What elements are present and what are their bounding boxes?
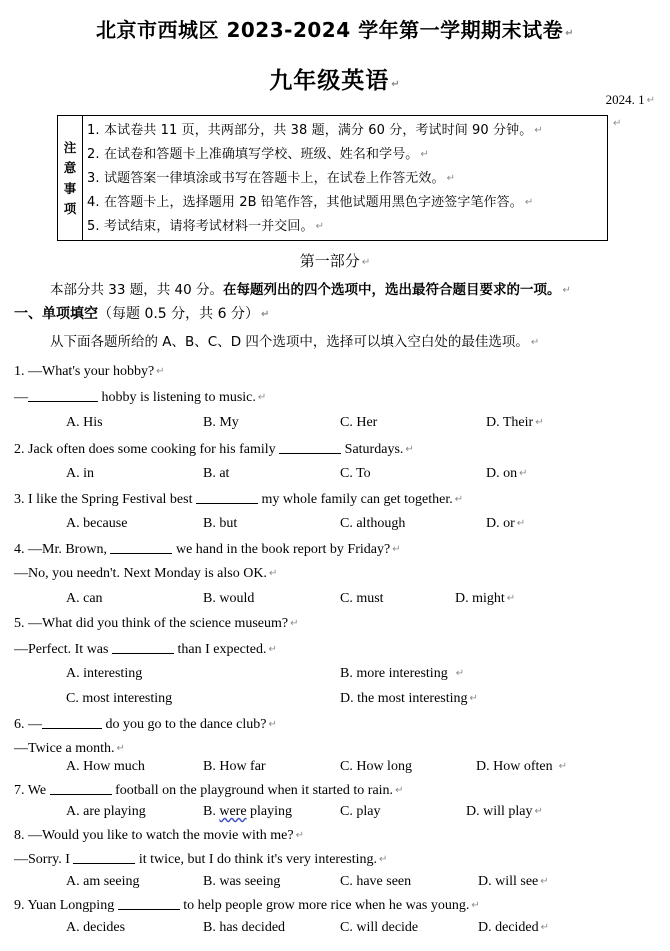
misspelled-word: were: [219, 804, 247, 819]
option-d-label: D. or: [486, 516, 515, 531]
option-row: [0, 516, 670, 534]
notice-item-list: [83, 116, 607, 240]
notice-item-text: 考试结束，请将考试材料一并交回。: [104, 219, 314, 234]
question-stem: [14, 364, 165, 380]
pilcrow-mark: ↵: [268, 644, 277, 655]
option-b[interactable]: [340, 666, 464, 682]
pilcrow-mark: ↵: [156, 366, 165, 377]
pilcrow-mark: ↵: [361, 257, 371, 268]
notice-label-column: [58, 116, 83, 240]
pilcrow-mark: ↵: [516, 518, 526, 529]
question-stem: [14, 851, 387, 868]
answer-blank: [112, 641, 174, 654]
pilcrow-mark: ↵: [646, 95, 655, 106]
question-stem: [14, 441, 414, 458]
answer-blank: [28, 389, 98, 402]
notice-item-text: 在答题卡上，选择题用 2B 铅笔作答，其他试题用黑色字迹签字笔作答。: [104, 195, 523, 210]
question-stem-text: 8. —Would you like to watch the movie with me?: [14, 828, 294, 843]
pilcrow-mark: ↵: [535, 417, 544, 428]
exam-date-text: 2024. 1: [605, 92, 645, 107]
option-c[interactable]: C. have seen: [340, 874, 412, 889]
option-d-label: D. Their: [486, 415, 534, 430]
option-c[interactable]: C. although: [340, 516, 406, 531]
answer-blank: [279, 441, 341, 454]
question-stem-text: 5. —What did you think of the science museum?: [14, 616, 289, 631]
option-d[interactable]: [340, 691, 478, 707]
notice-item: [87, 119, 607, 143]
option-b[interactable]: B. How far: [203, 759, 266, 774]
notice-item-number: 3.: [87, 171, 100, 186]
option-c[interactable]: C. play: [340, 804, 381, 819]
pilcrow-mark: ↵: [446, 173, 456, 184]
option-b[interactable]: B. at: [203, 466, 230, 481]
pilcrow-mark: ↵: [558, 761, 567, 772]
option-row: [0, 415, 670, 433]
part-heading-text: 第一部分: [299, 252, 360, 270]
option-a[interactable]: A. interesting: [66, 666, 143, 681]
section-instruction: [50, 330, 539, 350]
question-stem-text: my whole family can get together.: [257, 492, 453, 507]
option-b[interactable]: B. has decided: [203, 920, 286, 935]
pilcrow-mark: ↵: [534, 806, 543, 817]
notice-item: [87, 191, 607, 215]
question-stem: [14, 566, 277, 582]
question-stem-text: 2. Jack often does some cooking for his family: [14, 442, 280, 457]
option-d[interactable]: [486, 516, 525, 532]
question-stem: [14, 641, 277, 658]
option-row: [0, 466, 670, 484]
pilcrow-mark: ↵: [540, 876, 549, 887]
option-row: [0, 804, 670, 822]
answer-blank: [42, 716, 102, 729]
pilcrow-mark: ↵: [540, 922, 550, 933]
option-row: [0, 920, 670, 938]
notice-box: [57, 115, 608, 241]
option-d-label: D. decided: [478, 920, 539, 935]
notice-item-text: 本试卷共 11 页，共两部分，共 38 题，满分 60 分，考试时间 90 分钟。: [104, 123, 533, 138]
question-stem-text: —: [14, 390, 28, 405]
page-title-text: 北京市西城区 2023-2024 学年第一学期期末试卷: [96, 18, 564, 42]
option-d-label: D. on: [486, 466, 518, 481]
pilcrow-mark: ↵: [257, 392, 267, 403]
pilcrow-mark: ↵: [379, 854, 388, 865]
page-subtitle-text: 九年级英语: [269, 68, 390, 94]
option-d[interactable]: [478, 874, 549, 890]
notice-item: [87, 143, 607, 167]
notice-item-number: 4.: [87, 195, 100, 210]
pilcrow-mark: ↵: [471, 900, 480, 911]
notice-item: [87, 167, 607, 191]
pilcrow-mark: ↵: [420, 149, 429, 160]
question-stem-text: do you go to the dance club?: [102, 717, 267, 732]
pilcrow-mark: ↵: [290, 618, 299, 629]
question-stem: [14, 541, 401, 558]
part-description: [50, 278, 571, 298]
answer-blank: [196, 491, 258, 504]
option-b-label: B. more interesting: [340, 666, 448, 681]
question-stem-text: 6. —: [14, 717, 42, 732]
option-a[interactable]: A. because: [66, 516, 128, 531]
question-stem: [14, 616, 299, 632]
option-d[interactable]: [455, 591, 515, 607]
option-c[interactable]: C. How long: [340, 759, 412, 774]
option-d-label: D. might: [455, 591, 505, 606]
question-stem-text: to help people grow more rice when he was young.: [179, 898, 470, 913]
answer-blank: [110, 541, 172, 554]
question-stem: [14, 782, 403, 799]
option-d[interactable]: [478, 920, 549, 936]
answer-blank: [118, 897, 180, 910]
option-d[interactable]: [486, 415, 544, 431]
question-stem: [14, 716, 277, 733]
question-stem-text: Saturdays.: [341, 442, 404, 457]
option-row: [0, 666, 670, 684]
question-stem: [14, 828, 304, 844]
question-stem-text: than I expected.: [173, 642, 267, 657]
question-stem-text: 1. —What's your hobby?: [14, 364, 155, 379]
option-a[interactable]: A. in: [66, 466, 94, 481]
notice-label-char: 注: [63, 140, 77, 155]
pilcrow-mark: ↵: [405, 444, 414, 455]
option-a[interactable]: A. are playing: [66, 804, 146, 819]
option-d-label: D. will see: [478, 874, 539, 889]
option-row: [0, 591, 670, 609]
option-c[interactable]: C. Her: [340, 415, 378, 430]
pilcrow-mark: ↵: [469, 693, 478, 704]
option-c[interactable]: C. To: [340, 466, 371, 481]
notice-item-number: 2.: [87, 147, 100, 162]
option-d[interactable]: [486, 466, 528, 482]
pilcrow-mark: ↵: [260, 309, 270, 320]
question-stem-text: it twice, but I do think it's very interesting.: [135, 852, 378, 867]
question-stem-text: hobby is listening to music.: [98, 390, 256, 405]
question-stem-text: 4. —Mr. Brown,: [14, 542, 111, 557]
pilcrow-mark: ↵: [534, 125, 543, 136]
question-stem-text: 9. Yuan Longping: [14, 898, 118, 913]
question-stem-text: —No, you needn't. Next Monday is also OK.: [14, 566, 267, 581]
section-heading-text: 一、单项填空: [14, 306, 98, 322]
option-row: [0, 759, 670, 777]
part-description-plain: 本部分共 33 题，共 40 分。: [50, 282, 224, 298]
option-c[interactable]: C. must: [340, 591, 384, 606]
option-d[interactable]: [476, 759, 567, 775]
option-a[interactable]: A. His: [66, 415, 103, 430]
pilcrow-mark: ↵: [562, 285, 571, 296]
option-d-label: D. will play: [466, 804, 533, 819]
notice-label-char: 意: [63, 160, 77, 176]
option-d-label: D. How often: [476, 759, 553, 774]
question-stem-text: 7. We: [14, 783, 50, 798]
section-heading-score: （每题 0.5 分，共 6 分）: [98, 306, 259, 322]
page-title: [0, 14, 670, 43]
question-stem: [14, 897, 480, 914]
pilcrow-mark: ↵: [268, 719, 277, 730]
option-a[interactable]: A. How much: [66, 759, 145, 774]
option-a[interactable]: A. can: [66, 591, 103, 606]
pilcrow-mark: ↵: [116, 743, 125, 754]
option-row: [0, 874, 670, 892]
notice-item-number: 1.: [87, 123, 100, 138]
pilcrow-mark: ↵: [565, 28, 574, 39]
notice-label-char: 项: [63, 200, 77, 216]
notice-item-number: 5.: [87, 219, 100, 234]
option-a[interactable]: A. decides: [66, 920, 126, 935]
notice-item-text: 试题答案一律填涂或书写在答题卡上，在试卷上作答无效。: [104, 171, 445, 186]
option-a[interactable]: A. am seeing: [66, 874, 140, 889]
question-stem: [14, 741, 125, 757]
question-stem: [14, 491, 463, 508]
answer-blank: [73, 851, 135, 864]
option-d[interactable]: [466, 804, 543, 820]
pilcrow-mark: ↵: [506, 593, 516, 604]
option-row: [0, 691, 670, 709]
question-stem-text: 3. I like the Spring Festival best: [14, 492, 196, 507]
option-b[interactable]: B. were playing: [203, 804, 293, 819]
exam-date: [606, 92, 655, 108]
question-stem-text: we hand in the book report by Friday?: [172, 542, 391, 557]
notice-item-text: 在试卷和答题卡上准确填写学校、班级、姓名和学号。: [104, 147, 419, 162]
pilcrow-mark: ↵: [268, 568, 278, 579]
question-stem-text: —Sorry. I: [14, 852, 74, 867]
pilcrow-mark: ↵: [455, 668, 465, 679]
answer-blank: [50, 782, 112, 795]
option-b[interactable]: B. but: [203, 516, 238, 531]
pilcrow-mark: ↵: [454, 494, 464, 505]
option-b[interactable]: B. was seeing: [203, 874, 281, 889]
pilcrow-mark: ↵: [524, 197, 534, 208]
pilcrow-mark: ↵: [392, 544, 401, 555]
notice-label-char: 事: [63, 180, 77, 196]
notice-item: [87, 215, 607, 239]
pilcrow-mark: ↵: [315, 221, 325, 232]
pilcrow-mark: ↵: [395, 785, 404, 796]
pilcrow-mark: ↵: [295, 830, 304, 841]
page-subtitle: [0, 62, 670, 95]
section-heading: [14, 303, 269, 323]
section-instruction-text: 从下面各题所给的 A、B、C、D 四个选项中，选择可以填入空白处的最佳选项。: [50, 334, 529, 350]
pilcrow-mark: ↵: [391, 79, 401, 90]
question-stem-text: —Twice a month.: [14, 741, 115, 756]
pilcrow-mark: ↵: [519, 468, 528, 479]
question-stem: [14, 389, 266, 406]
option-b[interactable]: B. would: [203, 591, 255, 606]
option-d-label: D. the most interesting: [340, 691, 468, 706]
pilcrow-mark: ↵: [613, 118, 622, 129]
question-stem-text: football on the playground when it started to rain.: [111, 783, 394, 798]
pilcrow-mark: ↵: [530, 337, 540, 348]
option-c[interactable]: C. will decide: [340, 920, 419, 935]
option-c[interactable]: C. most interesting: [66, 691, 173, 706]
question-stem-text: —Perfect. It was: [14, 642, 112, 657]
part-heading: [0, 250, 670, 271]
option-b[interactable]: B. My: [203, 415, 239, 430]
part-description-bold: 在每题列出的四个选项中，选出最符合题目要求的一项。: [223, 282, 561, 298]
